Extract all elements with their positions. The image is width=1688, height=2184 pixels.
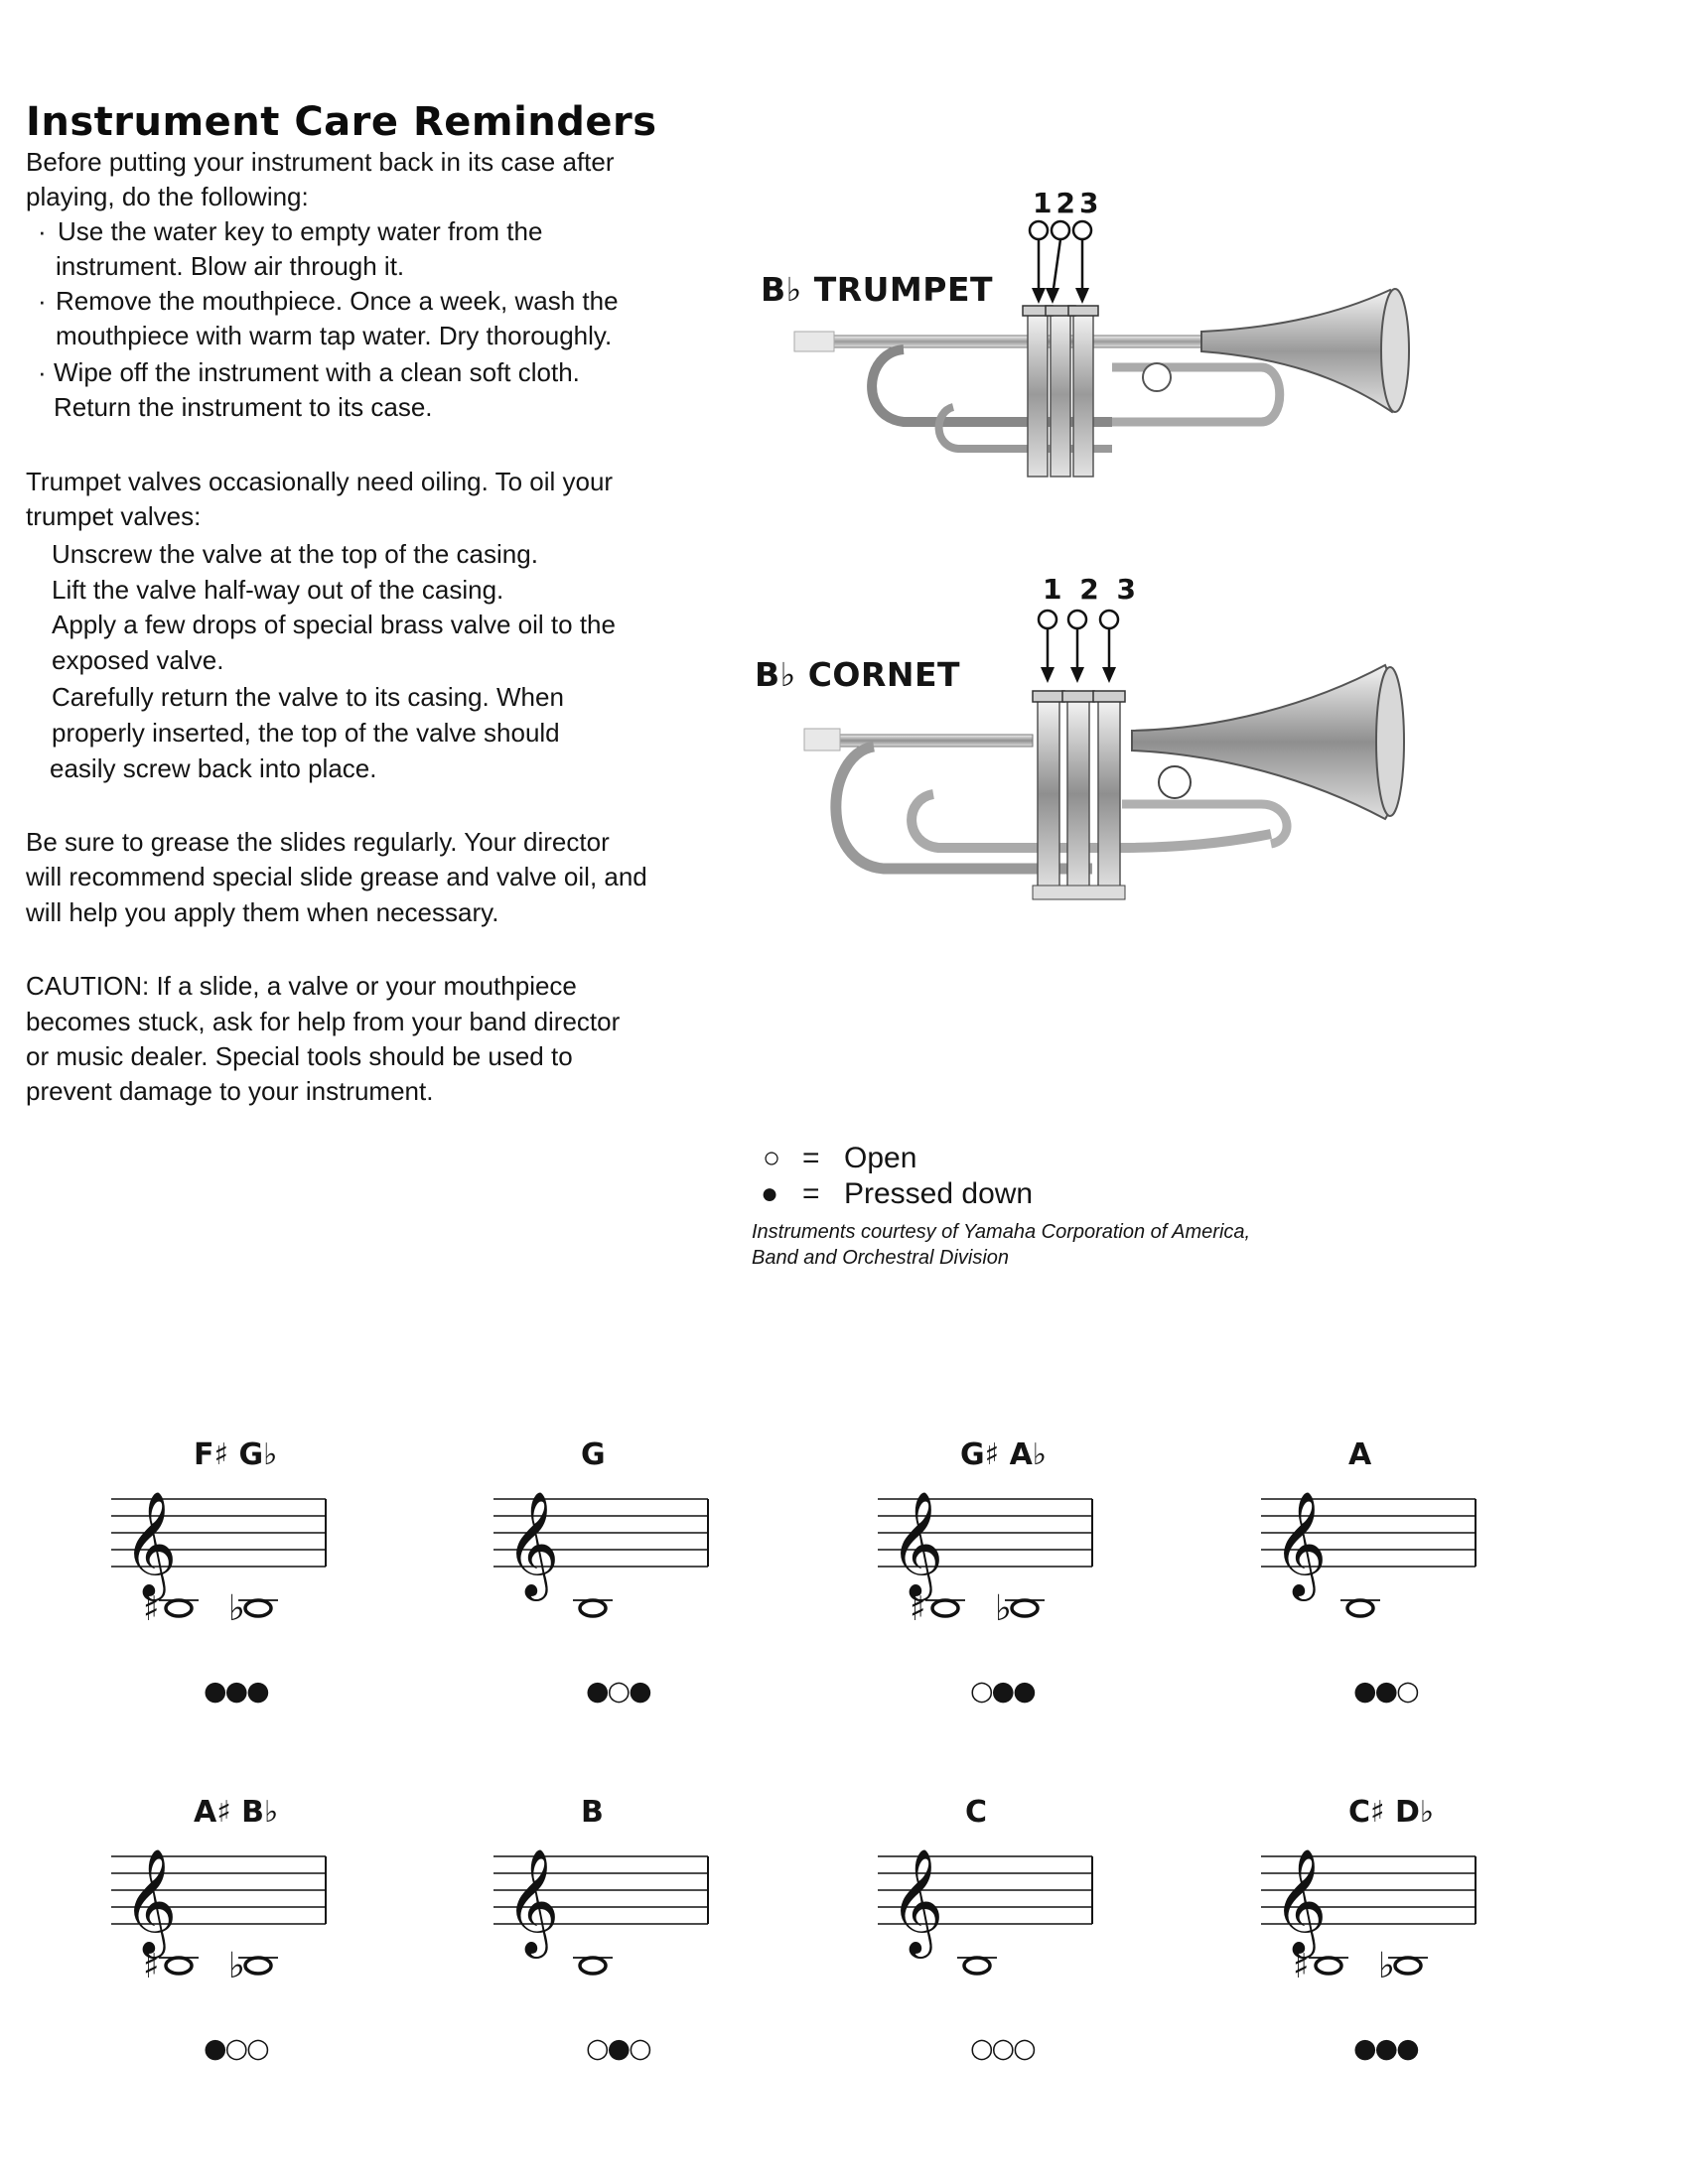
flat-icon: ♭ xyxy=(228,1587,245,1629)
note-name: F♯ G♭ xyxy=(194,1437,278,1472)
note-head xyxy=(245,1600,271,1616)
oil-step-line: exposed valve. xyxy=(52,645,224,675)
fingering-dots: ●○● xyxy=(586,1676,650,1706)
note-name: G xyxy=(581,1437,606,1472)
treble-clef-icon: 𝄞 xyxy=(505,1847,560,1954)
oil-intro-line: Trumpet valves occasionally need oiling. To oil your xyxy=(26,467,614,496)
intro-line: playing, do the following: xyxy=(26,182,309,211)
fingering-dots: ○●○ xyxy=(586,2033,650,2064)
note-head xyxy=(580,1600,606,1616)
credit-line: Band and Orchestral Division xyxy=(752,1247,1010,1269)
pressed-label: Pressed down xyxy=(844,1177,1034,1210)
flat-icon: ♭ xyxy=(995,1587,1012,1629)
note-head xyxy=(964,1958,990,1974)
staff xyxy=(1259,1479,1497,1648)
grease-line: will help you apply them when necessary. xyxy=(26,897,499,927)
note-name: A♯ B♭ xyxy=(194,1795,279,1830)
caution-line: CAUTION: If a slide, a valve or your mouthpiece xyxy=(26,971,577,1001)
open-symbol: ○ xyxy=(763,1142,781,1174)
bullet-mark: · xyxy=(38,357,47,387)
note-head xyxy=(580,1958,606,1974)
pressed-symbol: ● xyxy=(761,1177,779,1210)
fingering-dots: ●●○ xyxy=(1353,1676,1418,1706)
treble-clef-icon: 𝄞 xyxy=(123,1490,178,1596)
page-title: Instrument Care Reminders xyxy=(26,99,657,145)
note-head xyxy=(1316,1958,1341,1974)
cornet-label: B♭ CORNET xyxy=(755,655,961,694)
oil-step-line: Unscrew the valve at the top of the casing. xyxy=(52,539,538,569)
note-head xyxy=(1012,1600,1038,1616)
intro-line: Before putting your instrument back in its case after xyxy=(26,147,615,177)
fingering-dots: ○●● xyxy=(970,1676,1035,1706)
note-head xyxy=(1395,1958,1421,1974)
oil-step-line: Carefully return the valve to its casing. When xyxy=(52,682,564,712)
grease-line: Be sure to grease the slides regularly. Your director xyxy=(26,827,610,857)
oil-step-line: easily screw back into place. xyxy=(50,753,377,783)
cornet-illustration xyxy=(794,606,1430,913)
flat-icon: ♭ xyxy=(1378,1945,1395,1986)
oil-step-line: properly inserted, the top of the valve should xyxy=(52,718,560,748)
fingering-dots: ●○○ xyxy=(204,2033,268,2064)
fingering-dots: ○○○ xyxy=(970,2033,1035,2064)
note-name: A xyxy=(1348,1437,1372,1472)
care-step-line: Return the instrument to its case. xyxy=(54,392,433,422)
trumpet-illustration xyxy=(784,218,1440,486)
staff xyxy=(876,1479,1114,1648)
sharp-icon: ♯ xyxy=(910,1589,926,1629)
note-head xyxy=(166,1600,192,1616)
cornet-valve-numbers: 1 2 3 xyxy=(1043,573,1140,606)
staff xyxy=(492,1837,730,2005)
treble-clef-icon: 𝄞 xyxy=(123,1847,178,1954)
staff xyxy=(109,1479,348,1648)
credit-line: Instruments courtesy of Yamaha Corporation of America, xyxy=(752,1221,1251,1243)
note-head xyxy=(932,1600,958,1616)
caution-line: prevent damage to your instrument. xyxy=(26,1076,434,1106)
treble-clef-icon: 𝄞 xyxy=(890,1847,944,1954)
note-name: C xyxy=(965,1795,988,1830)
note-head xyxy=(245,1958,271,1974)
fingering-dots: ●●● xyxy=(1353,2033,1418,2064)
caution-line: becomes stuck, ask for help from your band director xyxy=(26,1007,621,1036)
grease-line: will recommend special slide grease and valve oil, and xyxy=(26,862,647,891)
staff xyxy=(876,1837,1114,2005)
trumpet-valve-numbers: 123 xyxy=(1033,187,1103,219)
cornet-valve-markers xyxy=(1039,611,1118,628)
open-label: Open xyxy=(844,1142,917,1174)
treble-clef-icon: 𝄞 xyxy=(1273,1490,1328,1596)
note-name: B xyxy=(581,1795,604,1830)
note-name: C♯ D♭ xyxy=(1348,1795,1435,1830)
oil-intro-line: trumpet valves: xyxy=(26,501,202,531)
treble-clef-icon: 𝄞 xyxy=(505,1490,560,1596)
trumpet-label: B♭ TRUMPET xyxy=(761,270,994,309)
bullet-mark: · xyxy=(38,286,47,316)
fingering-dots: ●●● xyxy=(204,1676,268,1706)
staff xyxy=(1259,1837,1497,2005)
treble-clef-icon: 𝄞 xyxy=(890,1490,944,1596)
care-step-line: Remove the mouthpiece. Once a week, wash the xyxy=(56,286,619,316)
sharp-icon: ♯ xyxy=(143,1589,160,1629)
staff xyxy=(109,1837,348,2005)
oil-step-line: Apply a few drops of special brass valve oil to the xyxy=(52,610,616,639)
bullet-mark: · xyxy=(38,216,47,246)
legend-equals: = xyxy=(802,1177,820,1210)
note-head xyxy=(166,1958,192,1974)
care-step-line: mouthpiece with warm tap water. Dry thoroughly. xyxy=(56,321,613,350)
legend-equals: = xyxy=(802,1142,820,1174)
care-step-line: Use the water key to empty water from the xyxy=(58,216,543,246)
trumpet-valve-markers xyxy=(1030,221,1091,239)
sharp-icon: ♯ xyxy=(1293,1947,1310,1986)
note-name: G♯ A♭ xyxy=(960,1437,1047,1472)
flat-icon: ♭ xyxy=(228,1945,245,1986)
staff xyxy=(492,1479,730,1648)
sharp-icon: ♯ xyxy=(143,1947,160,1986)
care-step-line: Wipe off the instrument with a clean soft cloth. xyxy=(54,357,580,387)
oil-step-line: Lift the valve half-way out of the casing. xyxy=(52,575,504,605)
treble-clef-icon: 𝄞 xyxy=(1273,1847,1328,1954)
care-step-line: instrument. Blow air through it. xyxy=(56,251,405,281)
note-head xyxy=(1347,1600,1373,1616)
caution-line: or music dealer. Special tools should be used to xyxy=(26,1041,573,1071)
